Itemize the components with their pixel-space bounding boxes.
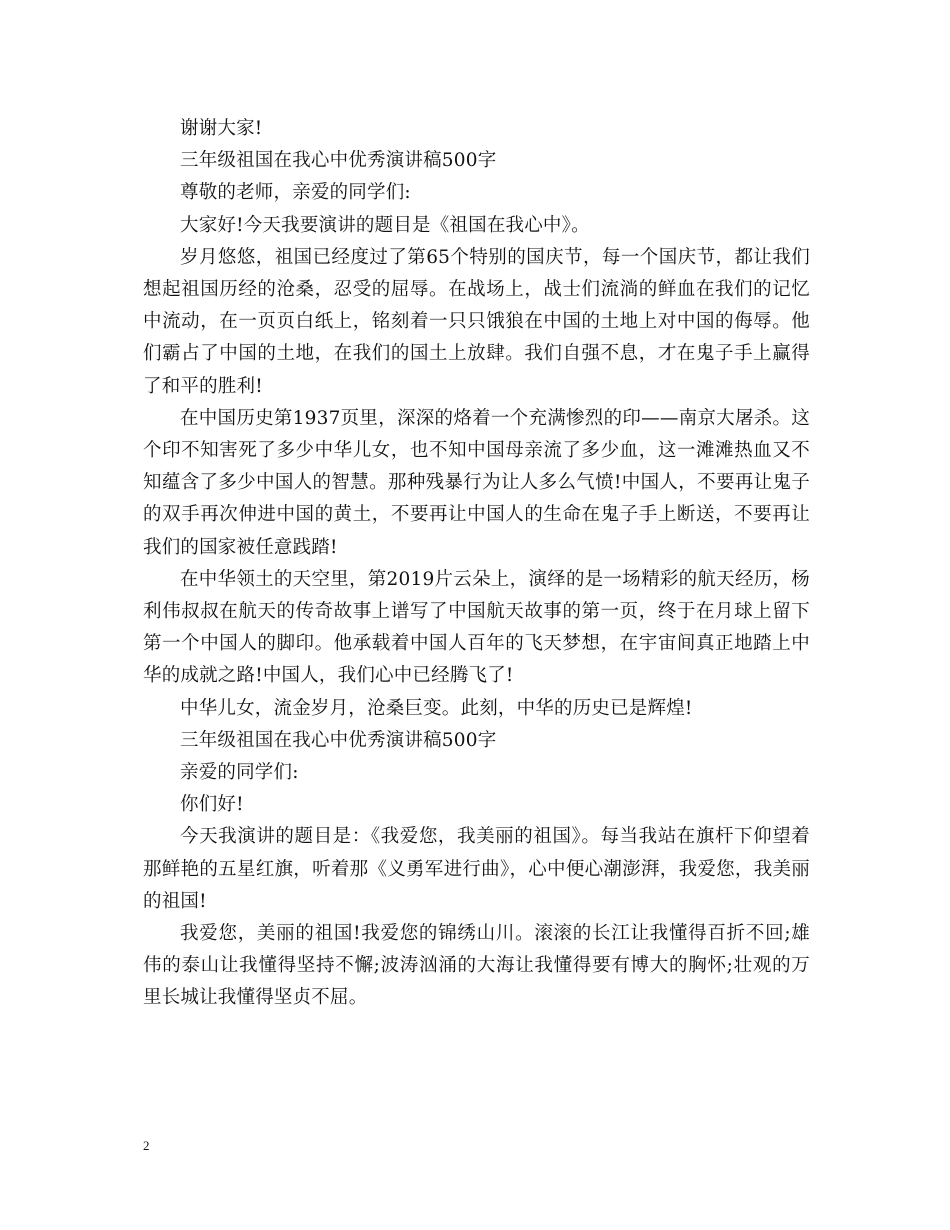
paragraph-body-2: 在中国历史第1937页里，深深的烙着一个充满惨烈的印——南京大屠杀。这个印不知害死了多少中华儿女，也不知中国母亲流了多少血，这一滩滩热血又不知蕴含了多少中国人的智慧。那种残暴行为让人多么气愤!中国人，不要再让鬼子的双手再次伸进中国的黄土，不要再让中国人的生命在鬼子手上断送，不要再让我们的国家被任意践踏!: [143, 407, 810, 558]
paragraph-body-5: 今天我演讲的题目是：《我爱您，我美丽的祖国》。每当我站在旗杆下仰望着那鲜艳的五星红旗，听着那《义勇军进行曲》，心中便心潮澎湃，我爱您，我美丽的祖国!: [143, 826, 810, 912]
paragraph-section-title-2: 三年级祖国在我心中优秀演讲稿500字: [180, 729, 497, 751]
paragraph-closing-thanks: 谢谢大家!: [180, 118, 263, 139]
paragraph-body-4: 中华儿女，流金岁月，沧桑巨变。此刻，中华的历史已是辉煌!: [180, 697, 693, 719]
document-body: [143, 113, 810, 1015]
paragraph-salutation-2: 亲爱的同学们:: [180, 762, 299, 784]
paragraph-body-1: 岁月悠悠，祖国已经度过了第65个特别的国庆节，每一个国庆节，都让我们想起祖国历经的沧桑，忍受的屈辱。在战场上，战士们流淌的鲜血在我们的记忆中流动，在一页页白纸上，铭刻着一只只饿狼在中国的土地上对中国的侮辱。他们霸占了中国的土地，在我们的国土上放肆。我们自强不息，才在鬼子手上赢得了和平的胜利!: [143, 246, 810, 397]
paragraph-body-6: 我爱您，美丽的祖国!我爱您的锦绣山川。滚滚的长江让我懂得百折不回;雄伟的泰山让我懂得坚持不懈;波涛汹涌的大海让我懂得要有博大的胸怀;壮观的万里长城让我懂得坚贞不屈。: [143, 923, 810, 1009]
paragraph-section-title-1: 三年级祖国在我心中优秀演讲稿500字: [180, 150, 497, 172]
paragraph-body-3: 在中华领土的天空里，第2019片云朵上，演绎的是一场精彩的航天经历，杨利伟叔叔在航天的传奇故事上谱写了中国航天故事的第一页，终于在月球上留下第一个中国人的脚印。他承载着中国人百年的飞天梦想，在宇宙间真正地踏上中华的成就之路!中国人，我们心中已经腾飞了!: [143, 568, 810, 687]
paragraph-greeting-1: 大家好!今天我要演讲的题目是《祖国在我心中》。: [180, 214, 590, 236]
page-number: 2: [143, 1138, 150, 1153]
paragraph-greeting-2: 你们好!: [180, 794, 244, 816]
paragraph-salutation-1: 尊敬的老师，亲爱的同学们:: [180, 182, 411, 204]
